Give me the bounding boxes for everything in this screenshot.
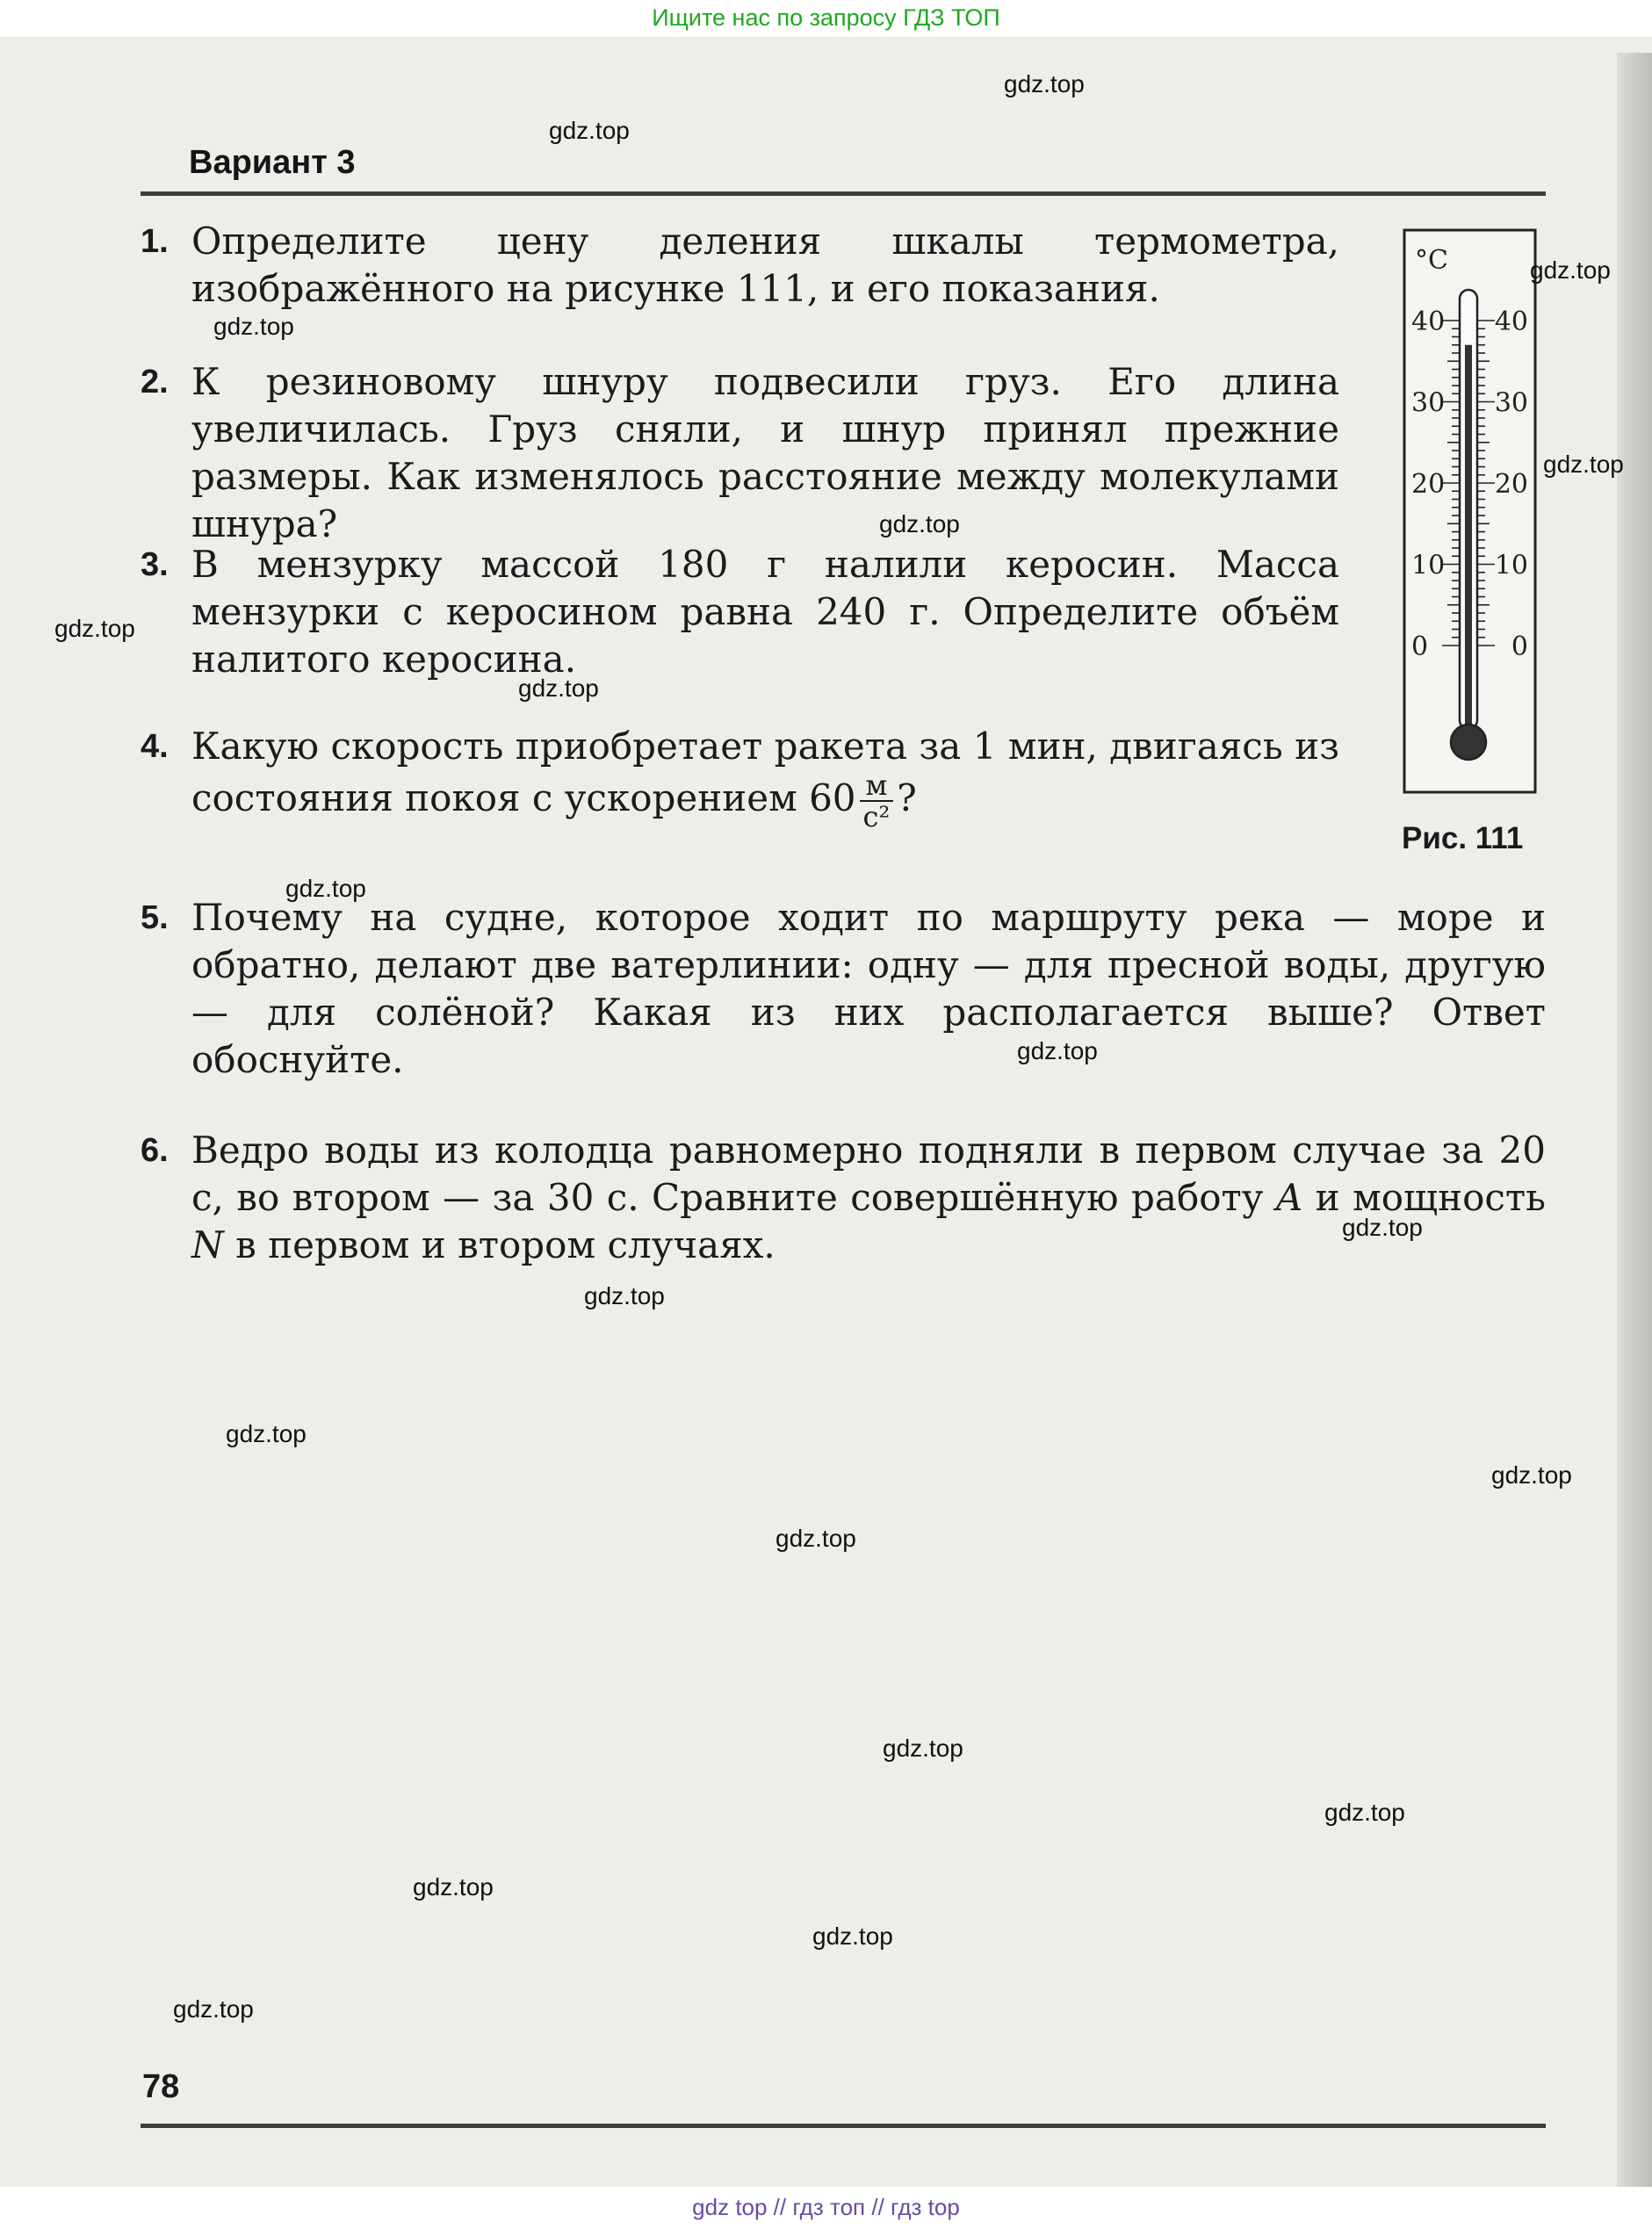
scale-label: 40: [1494, 307, 1528, 337]
task-text: Почему на судне, которое ходит по маршруту река — море и обратно, делают две ватерлинии: одну — для пресной воды, другую — для солёной? Какая из них располагается выше? Ответ обоснуйте.: [191, 896, 1546, 1081]
watermark: gdz.top: [1004, 70, 1085, 97]
task-3: [141, 541, 1339, 683]
variant-heading: Вариант 3: [189, 144, 356, 181]
page-number: 78: [142, 2068, 180, 2105]
thermometer-icon: [1403, 228, 1537, 794]
scale-label: 40: [1411, 307, 1446, 337]
scale-label: 20: [1411, 469, 1446, 500]
task-text-part: Ведро воды из колодца равномерно подняли в первом случае за 20 с, во втором — за 30 с. Сравните совершённую работу: [191, 1129, 1546, 1219]
watermark: gdz.top: [1530, 256, 1611, 284]
fraction-denominator: с²: [862, 800, 891, 833]
watermark: gdz.top: [1491, 1461, 1572, 1489]
power-variable: N: [191, 1223, 224, 1266]
watermark: gdz.top: [584, 1282, 665, 1309]
thermometer-figure: [1403, 228, 1537, 794]
task-text: [191, 723, 1339, 832]
watermark: gdz.top: [285, 875, 366, 902]
watermark: gdz.top: [879, 510, 960, 537]
thermometer-bulb: [1451, 725, 1486, 760]
scale-label: 0: [1411, 631, 1429, 662]
unit-label: °C: [1415, 245, 1448, 276]
fraction-numerator: м: [860, 770, 894, 802]
task-number: 6.: [141, 1132, 169, 1169]
watermark: gdz.top: [812, 1922, 893, 1950]
task-2: [141, 358, 1339, 548]
scale-label: 10: [1494, 550, 1528, 581]
task-text: В мензурку массой 180 г налили керосин. Масса мензурки с керосином равна 240 г. Определите объём налитого керосина.: [191, 543, 1339, 681]
task-text-part: и мощность: [1302, 1176, 1546, 1219]
scale-label: 30: [1494, 387, 1528, 419]
task-1: [141, 218, 1339, 313]
task-text: К резиновому шнуру подвесили груз. Его длина увеличилась. Груз сняли, и шнур принял прежние размеры. Как изменялось расстояние между молекулами шнура?: [191, 360, 1339, 545]
watermark: gdz.top: [549, 117, 630, 144]
watermark: gdz.top: [213, 313, 294, 340]
figure-caption: Рис. 111: [1402, 821, 1524, 855]
task-5: [141, 894, 1546, 1084]
watermark: gdz.top: [776, 1525, 856, 1552]
task-text: Определите цену деления шкалы термометра, изображённого на рисунке 111, и его показания.: [191, 220, 1339, 310]
scale-label: 0: [1511, 631, 1528, 662]
acceleration-unit-fraction: [860, 770, 894, 832]
watermark: gdz.top: [226, 1420, 307, 1447]
task-number: 5.: [141, 899, 169, 936]
task-text-part: в первом и втором случаях.: [223, 1223, 776, 1266]
work-variable: A: [1275, 1176, 1303, 1219]
watermark: gdz.top: [1342, 1214, 1423, 1241]
task-number: 1.: [141, 223, 169, 260]
watermark: gdz.top: [54, 615, 135, 642]
watermark: gdz.top: [413, 1873, 494, 1901]
bottom-banner: gdz top // гдз топ // гдз top: [0, 2187, 1652, 2229]
header-rule: [141, 191, 1546, 196]
task-number: 3.: [141, 546, 169, 583]
watermark: gdz.top: [1324, 1799, 1405, 1826]
scale-label: 10: [1411, 550, 1446, 581]
footer-rule: [141, 2124, 1546, 2128]
task-text: [191, 1127, 1546, 1269]
watermark: gdz.top: [1017, 1037, 1098, 1064]
top-banner: Ищите нас по запросу ГДЗ ТОП: [0, 0, 1652, 37]
task-4: [141, 723, 1339, 832]
task-6: [141, 1127, 1546, 1269]
scale-label: 20: [1494, 469, 1528, 500]
mercury-column: [1465, 345, 1472, 729]
watermark: gdz.top: [173, 1995, 254, 2023]
watermark: gdz.top: [1543, 451, 1624, 478]
watermark: gdz.top: [518, 674, 599, 702]
bleed-through-text: [149, 1353, 162, 1402]
task-text-part: Какую скорость приобретает ракета за 1 мин, двигаясь из состояния покоя с ускорением 60: [191, 725, 1339, 819]
page-edge-shadow: [1617, 53, 1652, 2196]
scale-label: 30: [1411, 387, 1446, 419]
watermark: gdz.top: [883, 1735, 963, 1762]
task-text-part: ?: [897, 776, 917, 819]
task-number: 4.: [141, 728, 169, 765]
task-number: 2.: [141, 364, 169, 400]
